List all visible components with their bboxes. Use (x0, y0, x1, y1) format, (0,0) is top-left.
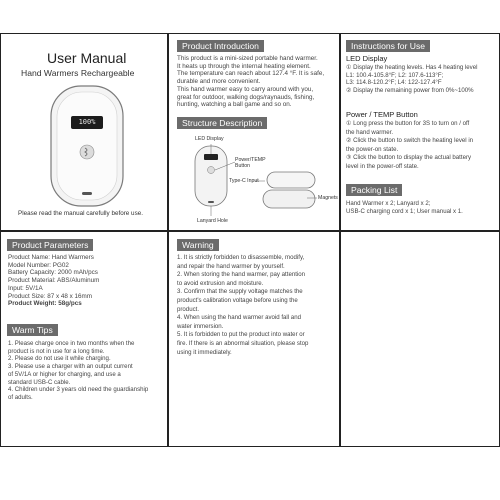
led-display-digits: 100% (78, 118, 96, 126)
param-item: Input: 5V/1A (8, 284, 43, 292)
param-item: Battery Capacity: 2000 mAh/pcs (8, 269, 98, 277)
manual-cover-panel (0, 33, 168, 231)
label-led-display: LED Display (195, 136, 224, 142)
manual-subtitle: Hand Warmers Rechargeable (21, 68, 135, 78)
param-item: Product Name: Hand Warmers (8, 254, 94, 261)
intro-structure-panel (168, 33, 340, 231)
led-display-text: ① Display the heating levels. Has 4 heating level L1: 100.4-105.8°F; L2: 107.6-113°F; L3: 114.8-120.2°F; L4: 122-127.4°F ② Display the remaining power from 0%~100% (346, 64, 478, 95)
instructions-panel (340, 33, 500, 231)
instructions-header: Instructions for Use (346, 40, 430, 52)
warm-tips-header: Warm Tips (7, 324, 58, 336)
warning-text: 1. It is strictly forbidden to disassemble, modify, and repair the hand warmer by yourself. 2. When storing the hand warmer, pay attention to avoid extrusion and moisture. 3. Confirm that the supply voltage matches the product's calibration voltage before using the product. 4. When using the hand warmer avoid fall and water immersion. 5. It is forbidden to put the product into water or fire. If there is an abnormal situation, please stop using it immediately. (177, 254, 309, 356)
structure-header: Structure Description (177, 117, 267, 129)
label-lanyard-hole: Lanyard Hole (197, 218, 228, 224)
warm-tips-text: 1. Please charge once in two months when the product is not in use for a long time. 2. Please do not use it while charging. 3. Please use a charger with an output current of 5V/1A or higher for charging, and use a standard USB-C cable. 4. Children under 3 years old need the guardianship of adults. (8, 340, 149, 401)
param-item: Product Size: 87 x 48 x 16mm (8, 292, 92, 300)
warning-header: Warning (177, 239, 219, 251)
empty-panel (340, 231, 500, 447)
packing-text: Hand Warmer x 2; Lanyard x 2; USB-C charging cord x 1; User manual x 1. (346, 200, 463, 215)
parameters-header: Product Parameters (7, 239, 93, 251)
power-button-text: ① Long press the button for 3S to turn on / off the hand warmer. ② Click the button to switch the heating level in the power-on state. ③ Click the button to display the actual battery level in the power-off state. (346, 120, 474, 170)
structure-diagram (173, 132, 339, 228)
led-display-title: LED Display (346, 54, 388, 63)
label-power-button: Power/TEMP Button (235, 157, 266, 169)
manual-title: User Manual (47, 50, 127, 66)
parameters-tips-panel (0, 231, 168, 447)
param-item: Product Weight: 58g/pcs (8, 300, 82, 308)
param-item: Model Number: PG02 (8, 261, 69, 269)
manual-footer-note: Please read the manual carefully before use. (18, 210, 143, 217)
label-typec-input: Type-C Input (229, 178, 259, 184)
power-button-title: Power / TEMP Button (346, 110, 418, 119)
packing-header: Packing List (346, 184, 402, 196)
intro-text: This product is a mini-sized portable hand warmer. It heats up through the internal heating element. The temperature can reach about 127.4 °F. It is safe, durable and more convenient. This hand warmer easy to carry around with you, great for outdoor, walking dogs/raynauds, fishing, hunting, watching a ball game and so on. (177, 55, 325, 109)
hand-warmer-illustration (49, 84, 125, 208)
intro-header: Product Introduction (177, 40, 264, 52)
parameters-list (8, 254, 166, 308)
label-magnets: Magnets (318, 195, 338, 201)
warning-panel (168, 231, 340, 447)
param-item: Product Material: ABS/Aluminum (8, 277, 100, 285)
